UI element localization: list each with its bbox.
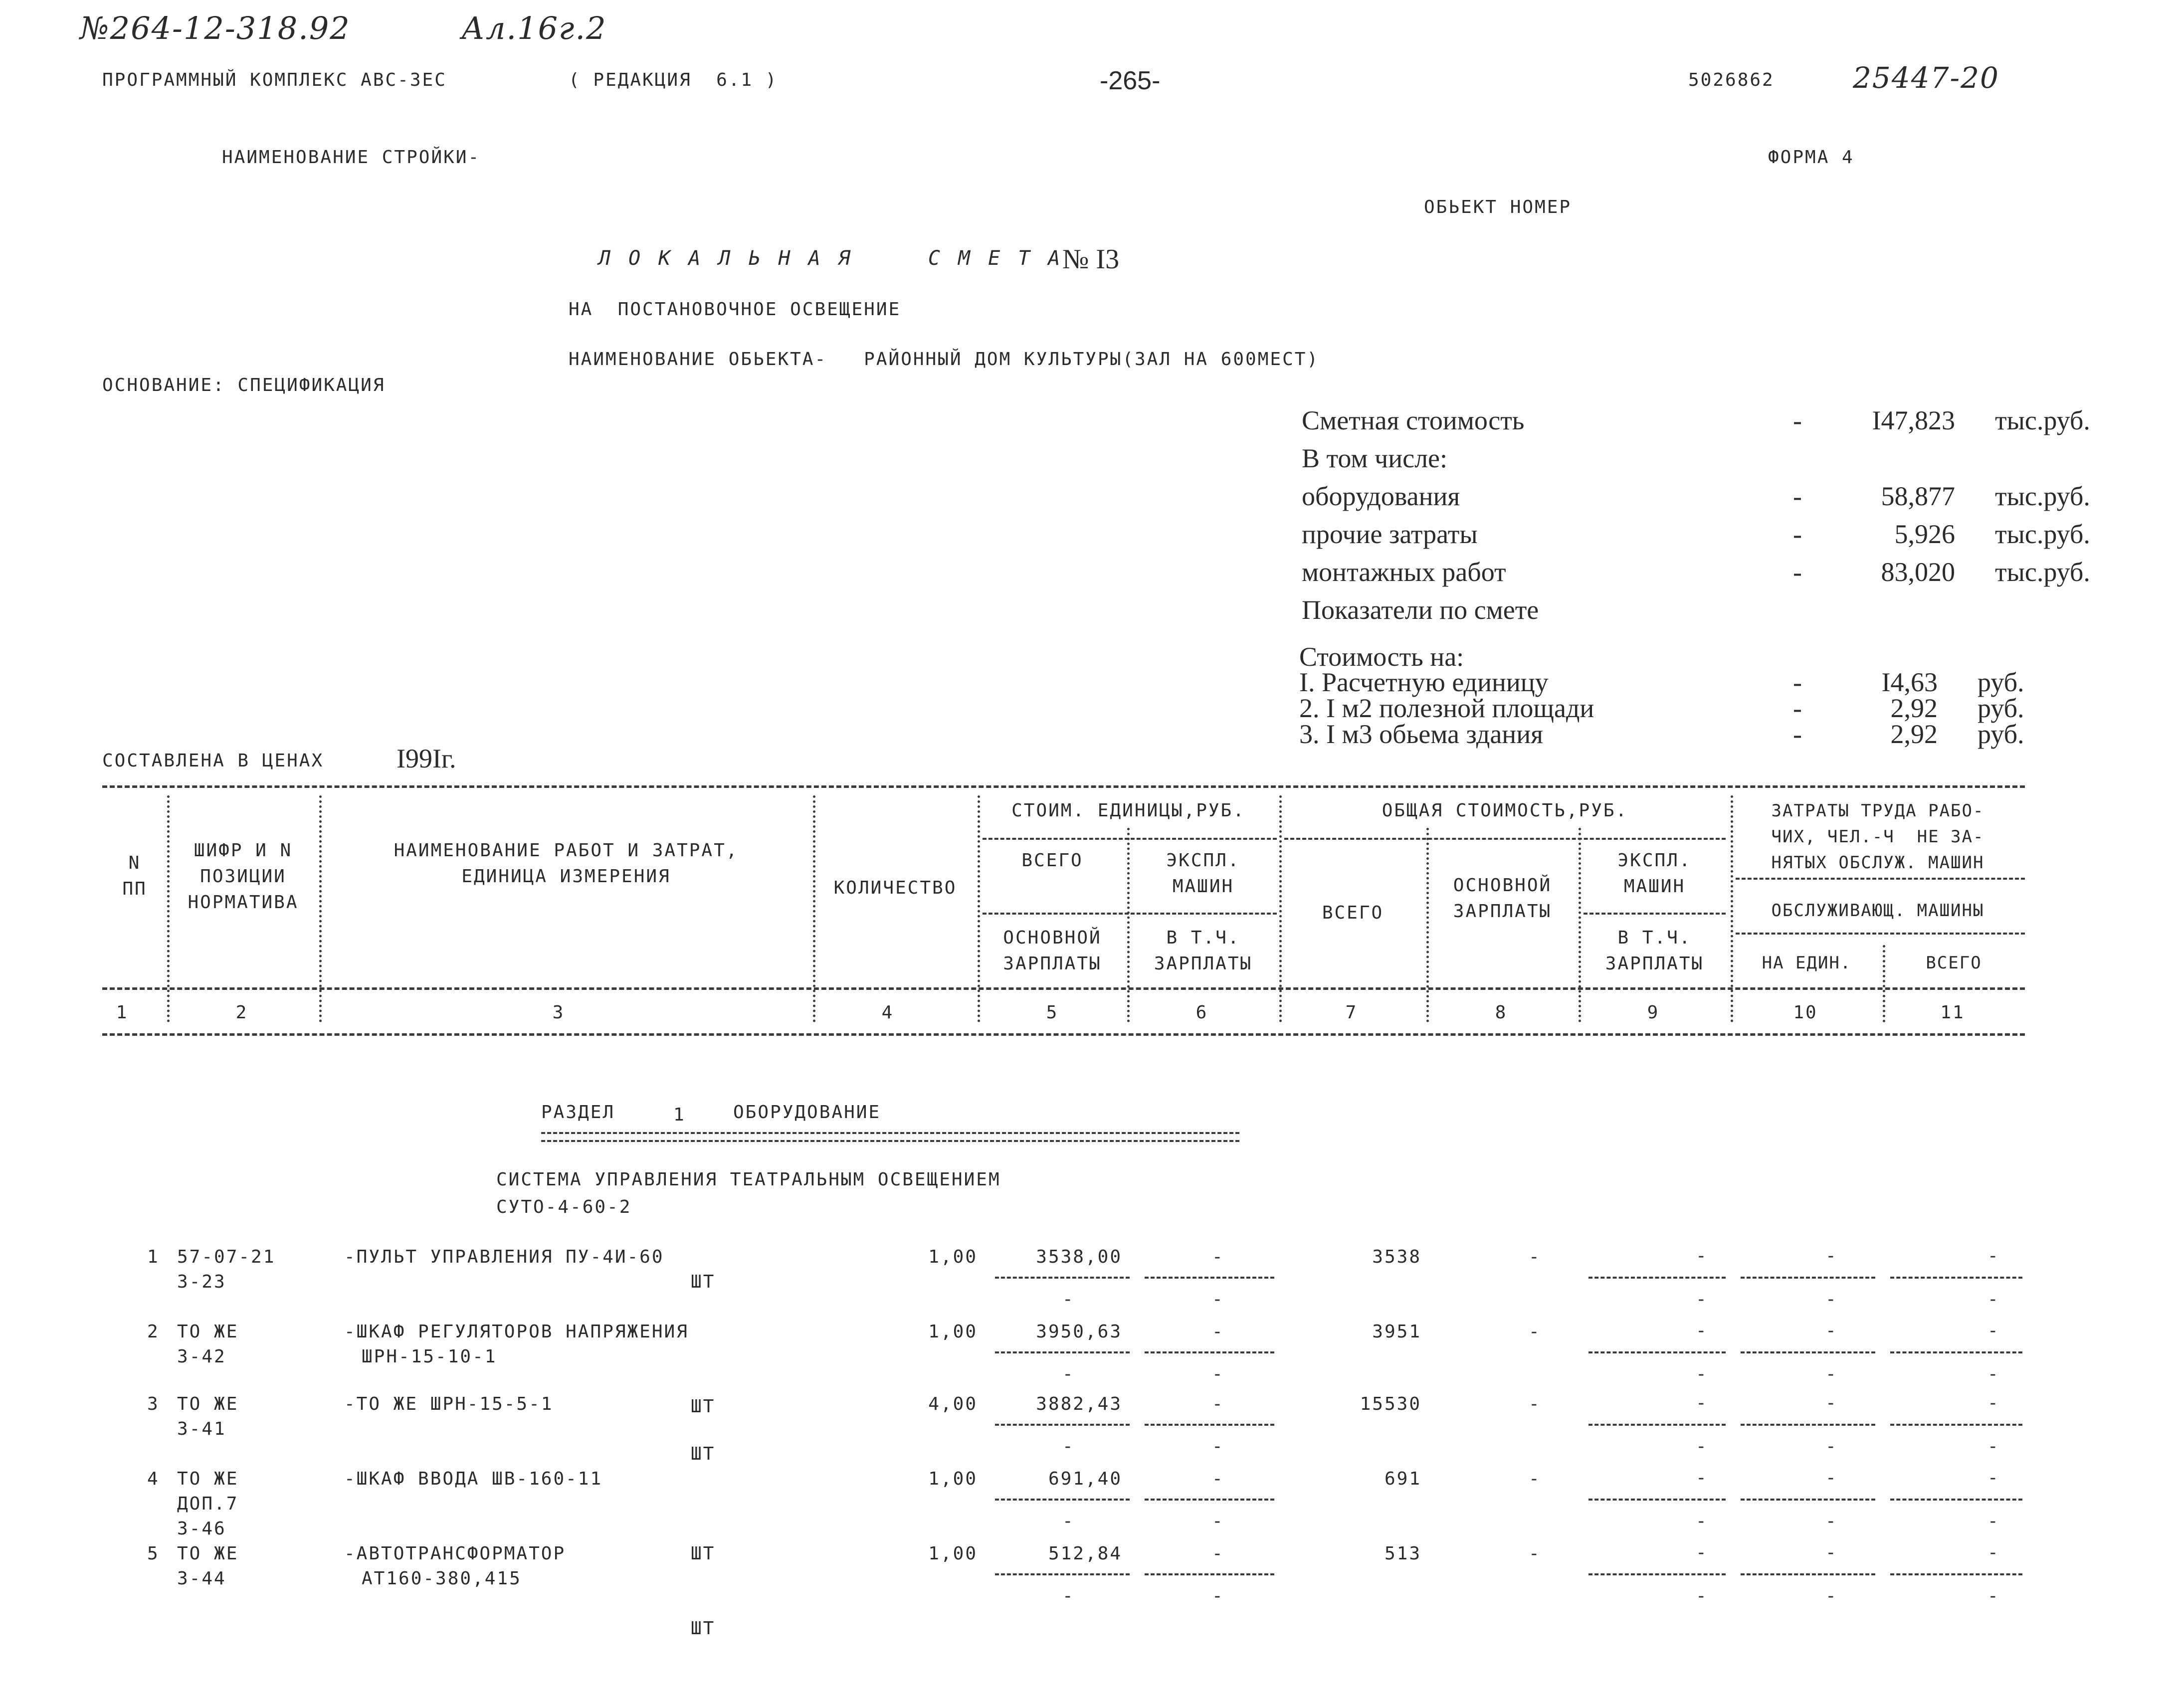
summary-row [1302,401,2150,439]
row-code: ТО ЖЕ [177,1543,239,1564]
summary-row [1302,439,2150,477]
row-wages: - [1062,1586,1075,1606]
header-rule [1736,878,2025,880]
indicator-label: 2. I м2 полезной площади [1299,693,1594,723]
row-unit: ШТ [691,1272,716,1292]
row-stub-rule [1890,1351,2022,1353]
indicator-value: 2,92 [1890,693,1938,723]
summary-dash: - [1793,481,1802,511]
row-unit: ШТ [691,1543,716,1564]
column-number: 7 [1345,1002,1358,1023]
row-labor: - [1987,1289,2000,1310]
summary-label: оборудования [1302,481,1460,511]
row-wages: - [1062,1364,1075,1384]
estimate-subtitle: НА ПОСТАНОВОЧНОЕ ОСВЕЩЕНИЕ [569,299,901,320]
column-number: 3 [552,1002,565,1023]
section-number: 1 [673,1105,686,1125]
header-total-all: ВСЕГО [1322,903,1384,923]
program-edition: ( РЕДАКЦИЯ 6.1 ) [569,70,778,90]
row-number: 1 [147,1247,160,1267]
column-number: 1 [116,1002,129,1023]
header-code: ШИФР И N ПОЗИЦИИ НОРМАТИВА [188,840,299,913]
indicator-unit: руб. [1978,719,2024,749]
row-stub-rule [1588,1351,1726,1353]
indicators-block [1299,669,2147,747]
row-labor: - [1825,1364,1838,1384]
row-labor: - [1825,1321,1838,1341]
row-unit: ШТ [691,1444,716,1464]
row-labor: - [1825,1289,1838,1310]
summary-row [1302,553,2150,591]
row-total: 3538 [1372,1247,1421,1267]
header-labor: ЗАТРАТЫ ТРУДА РАБО- ЧИХ, ЧЕЛ.-Ч НЕ ЗА- НЯТЫХ ОБСЛУЖ. МАШИН [1771,801,1984,873]
row-stub-rule [1145,1499,1274,1501]
header-total-incl-wages: В Т.Ч. ЗАРПЛАТЫ [1605,928,1704,974]
row-code: ТО ЖЕ [177,1394,239,1414]
row-code-line2: ДОП.7 [177,1494,239,1514]
document-number: 5026862 [1688,70,1775,90]
row-code-line2: 3-44 [177,1568,226,1589]
indicator-label: I. Расчетную единицу [1299,667,1549,697]
row-name: -ПУЛЬТ УПРАВЛЕНИЯ ПУ-4И-60 [344,1247,664,1267]
summary-row [1302,477,2150,515]
row-stub-rule [1890,1277,2022,1279]
estimate-title: ЛОКАЛЬНАЯ СМЕТА [598,247,1078,270]
row-stub-rule [1588,1499,1726,1501]
row-stub-rule [995,1351,1130,1353]
row-wages: - [1529,1469,1541,1489]
header-rule [1736,933,2025,935]
row-stub-rule [1145,1277,1274,1279]
handwritten-code: №264-12-318.92 [80,10,351,46]
row-stub-rule [1741,1351,1875,1353]
row-labor: - [1825,1511,1838,1531]
row-labor: - [1696,1393,1708,1413]
row-code: ТО ЖЕ [177,1469,239,1489]
row-wages: - [1062,1511,1075,1531]
summary-value: 83,020 [1881,557,1955,587]
row-stub-rule [995,1499,1130,1501]
row-wages: - [1529,1247,1541,1267]
row-stub-rule [995,1573,1130,1575]
row-stub-rule [1741,1573,1875,1575]
row-machines: - [1212,1247,1224,1267]
row-machines: - [1212,1436,1224,1457]
header-unit-machines: ЭКСПЛ. МАШИН [1166,850,1240,897]
row-labor: - [1987,1393,2000,1413]
indicator-dash: - [1793,693,1802,723]
row-labor: - [1987,1586,2000,1606]
row-stub-rule [1890,1424,2022,1426]
row-machines: - [1212,1394,1224,1414]
row-number: 5 [147,1543,160,1564]
indicator-value: I4,63 [1881,667,1938,697]
summary-dash: - [1793,405,1802,435]
row-labor: - [1696,1321,1708,1341]
construction-label: НАИМЕНОВАНИЕ СТРОЙКИ- [222,147,481,168]
handwritten-sheet: Ал.16г.2 [461,10,607,46]
summary-dash: - [1793,519,1802,549]
row-stub-rule [1145,1351,1274,1353]
row-labor: - [1987,1364,2000,1384]
summary-unit: тыс.руб. [1995,557,2090,587]
summary-row [1302,591,2150,629]
row-quantity: 1,00 [928,1469,978,1489]
row-labor: - [1987,1468,2000,1488]
header-n: N ПП [122,853,147,899]
row-machines: - [1212,1469,1224,1489]
row-stub-rule [1145,1573,1274,1575]
row-code: 57-07-21 [177,1247,276,1267]
row-labor: - [1696,1246,1708,1266]
object-name: НАИМЕНОВАНИЕ ОБЬЕКТА- РАЙОННЫЙ ДОМ КУЛЬТУРЫ(ЗАЛ НА 600МЕСТ) [569,349,1320,370]
summary-value: 58,877 [1881,481,1955,511]
row-quantity: 1,00 [928,1543,978,1564]
column-number: 11 [1940,1002,1965,1023]
system-code: СУТО-4-60-2 [496,1197,632,1217]
column-number: 5 [1046,1002,1059,1023]
indicator-dash: - [1793,719,1802,749]
row-stub-rule [1588,1424,1726,1426]
row-unit-price: 3882,43 [1036,1394,1122,1414]
summary-label: прочие затраты [1302,519,1478,549]
row-labor: - [1825,1468,1838,1488]
summary-value: 5,926 [1894,519,1955,549]
row-stub-rule [1741,1424,1875,1426]
row-stub-rule [1588,1277,1726,1279]
header-labor-total: ВСЕГО [1926,953,1982,973]
header-rule [983,913,1277,915]
form-label: ФОРМА 4 [1768,147,1854,168]
row-code-line3: 3-46 [177,1518,226,1539]
row-labor: - [1696,1511,1708,1531]
col-sep [319,795,322,1022]
row-labor: - [1696,1364,1708,1384]
header-total-wages: ОСНОВНОЙ ЗАРПЛАТЫ [1453,875,1552,922]
header-unit-total: ВСЕГО [1021,850,1083,871]
row-labor: - [1696,1289,1708,1310]
section-title: ОБОРУДОВАНИЕ [733,1102,881,1123]
row-stub-rule [1588,1573,1726,1575]
col-sep [978,795,980,1022]
row-code: ТО ЖЕ [177,1322,239,1342]
row-total: 513 [1384,1543,1421,1564]
row-labor: - [1987,1542,2000,1563]
indicators-title: Стоимость на: [1299,642,1464,672]
header-rule [983,838,1277,840]
row-name: -ТО ЖЕ ШРН-15-5-1 [344,1394,554,1414]
row-unit-price: 3950,63 [1036,1322,1122,1342]
program-name: ПРОГРАММНЫЙ КОМПЛЕКС АВС-ЗЕС [102,70,447,90]
indicator-row [1299,721,2147,747]
col-sep [813,795,815,1022]
row-name: -ШКАФ ВВОДА ШВ-160-11 [344,1469,603,1489]
row-number: 4 [147,1469,160,1489]
row-stub-rule [1890,1573,2022,1575]
summary-unit: тыс.руб. [1995,519,2090,549]
row-total: 3951 [1372,1322,1421,1342]
row-quantity: 1,00 [928,1247,978,1267]
column-number: 9 [1647,1002,1660,1023]
column-number: 4 [881,1002,894,1023]
estimate-number: № I3 [1062,244,1120,275]
row-machines: - [1212,1543,1224,1564]
summary-unit: тыс.руб. [1995,405,2090,435]
row-code-line2: 3-42 [177,1346,226,1367]
page-number: -265- [1100,66,1161,95]
row-unit-price: 512,84 [1048,1543,1122,1564]
row-machines: - [1212,1322,1224,1342]
summary-label: Показатели по смете [1302,595,1539,625]
row-unit: ШТ [691,1396,716,1417]
row-labor: - [1987,1321,2000,1341]
indicator-unit: руб. [1978,667,2024,697]
basis: ОСНОВАНИЕ: СПЕЦИФИКАЦИЯ [102,375,386,395]
section-label: РАЗДЕЛ [541,1102,615,1123]
row-total: 15530 [1360,1394,1421,1414]
summary-label: В том числе: [1302,443,1447,473]
header-unit-wages: ОСНОВНОЙ ЗАРПЛАТЫ [1003,928,1102,974]
row-machines: - [1212,1511,1224,1531]
summary-label: монтажных работ [1302,557,1506,587]
row-stub-rule [1741,1499,1875,1501]
header-labor-per-unit: НА ЕДИН. [1762,953,1852,973]
handwritten-number: 25447-20 [1853,61,1999,95]
summary-row [1302,515,2150,553]
indicator-dash: - [1793,667,1802,697]
section-underline [541,1132,1239,1142]
row-labor: - [1825,1246,1838,1266]
row-labor: - [1825,1542,1838,1563]
summary-dash: - [1793,557,1802,587]
row-wages: - [1529,1394,1541,1414]
row-machines: - [1212,1289,1224,1310]
row-name-line2: ШРН-15-10-1 [362,1346,497,1367]
row-labor: - [1825,1586,1838,1606]
header-rule [1584,913,1726,915]
row-stub-rule [1145,1424,1274,1426]
row-code-line2: 3-41 [177,1419,226,1439]
row-number: 2 [147,1322,160,1342]
row-stub-rule [995,1424,1130,1426]
column-number: 8 [1495,1002,1508,1023]
row-labor: - [1987,1511,2000,1531]
row-labor: - [1696,1468,1708,1488]
header-name: НАИМЕНОВАНИЕ РАБОТ И ЗАТРАТ, ЕДИНИЦА ИЗМЕРЕНИЯ [394,840,739,887]
row-code-line2: 3-23 [177,1272,226,1292]
row-name-line2: АТ160-380,415 [362,1568,522,1589]
row-stub-rule [1890,1499,2022,1501]
column-number: 2 [235,1002,248,1023]
row-stub-rule [995,1277,1130,1279]
row-unit-price: 3538,00 [1036,1247,1122,1267]
header-total-cost: ОБЩАЯ СТОИМОСТЬ,РУБ. [1382,800,1628,821]
row-machines: - [1212,1586,1224,1606]
row-quantity: 4,00 [928,1394,978,1414]
column-number: 6 [1195,1002,1208,1023]
row-labor: - [1696,1586,1708,1606]
indicator-unit: руб. [1978,693,2024,723]
row-labor: - [1696,1542,1708,1563]
row-labor: - [1987,1246,2000,1266]
object-label: ОБЬЕКТ НОМЕР [1424,197,1572,217]
row-labor: - [1825,1436,1838,1457]
row-stub-rule [1741,1277,1875,1279]
summary-value: I47,823 [1872,405,1955,435]
row-machines: - [1212,1364,1224,1384]
colnum-bottom-rule [102,1033,2025,1036]
col-sep [1426,828,1429,1022]
summary-block [1302,401,2150,629]
row-unit-price: 691,40 [1048,1469,1122,1489]
prices-year: I99Iг. [396,744,456,773]
indicator-value: 2,92 [1890,719,1938,749]
indicator-label: 3. I м3 обьема здания [1299,719,1543,749]
row-total: 691 [1384,1469,1421,1489]
row-quantity: 1,00 [928,1322,978,1342]
header-rule [1284,838,1726,840]
indicator-row [1299,695,2147,721]
prices-label: СОСТАВЛЕНА В ЦЕНАХ [102,751,324,771]
header-bottom-rule [102,987,2025,990]
row-labor: - [1825,1393,1838,1413]
row-wages: - [1062,1436,1075,1457]
row-wages: - [1529,1322,1541,1342]
row-wages: - [1062,1289,1075,1310]
header-qty: КОЛИЧЕСТВО [833,878,957,898]
header-unit-cost: СТОИМ. ЕДИНИЦЫ,РУБ. [1011,800,1245,821]
system-name: СИСТЕМА УПРАВЛЕНИЯ ТЕАТРАЛЬНЫМ ОСВЕЩЕНИЕМ [496,1169,1001,1190]
header-total-machines: ЭКСПЛ. МАШИН [1617,850,1692,897]
row-wages: - [1529,1543,1541,1564]
header-labor-machines: ОБСЛУЖИВАЮЩ. МАШИНЫ [1771,901,1984,921]
row-name: -ШКАФ РЕГУЛЯТОРОВ НАПРЯЖЕНИЯ [344,1322,689,1342]
row-name: -АВТОТРАНСФОРМАТОР [344,1543,566,1564]
indicator-row [1299,669,2147,695]
column-number: 10 [1793,1002,1818,1023]
summary-unit: тыс.руб. [1995,481,2090,511]
row-number: 3 [147,1394,160,1414]
header-unit-incl-wages: В Т.Ч. ЗАРПЛАТЫ [1154,928,1253,974]
summary-label: Сметная стоимость [1302,405,1525,435]
table-top-rule [102,785,2025,788]
row-labor: - [1987,1436,2000,1457]
row-unit: ШТ [691,1618,716,1639]
row-labor: - [1696,1436,1708,1457]
